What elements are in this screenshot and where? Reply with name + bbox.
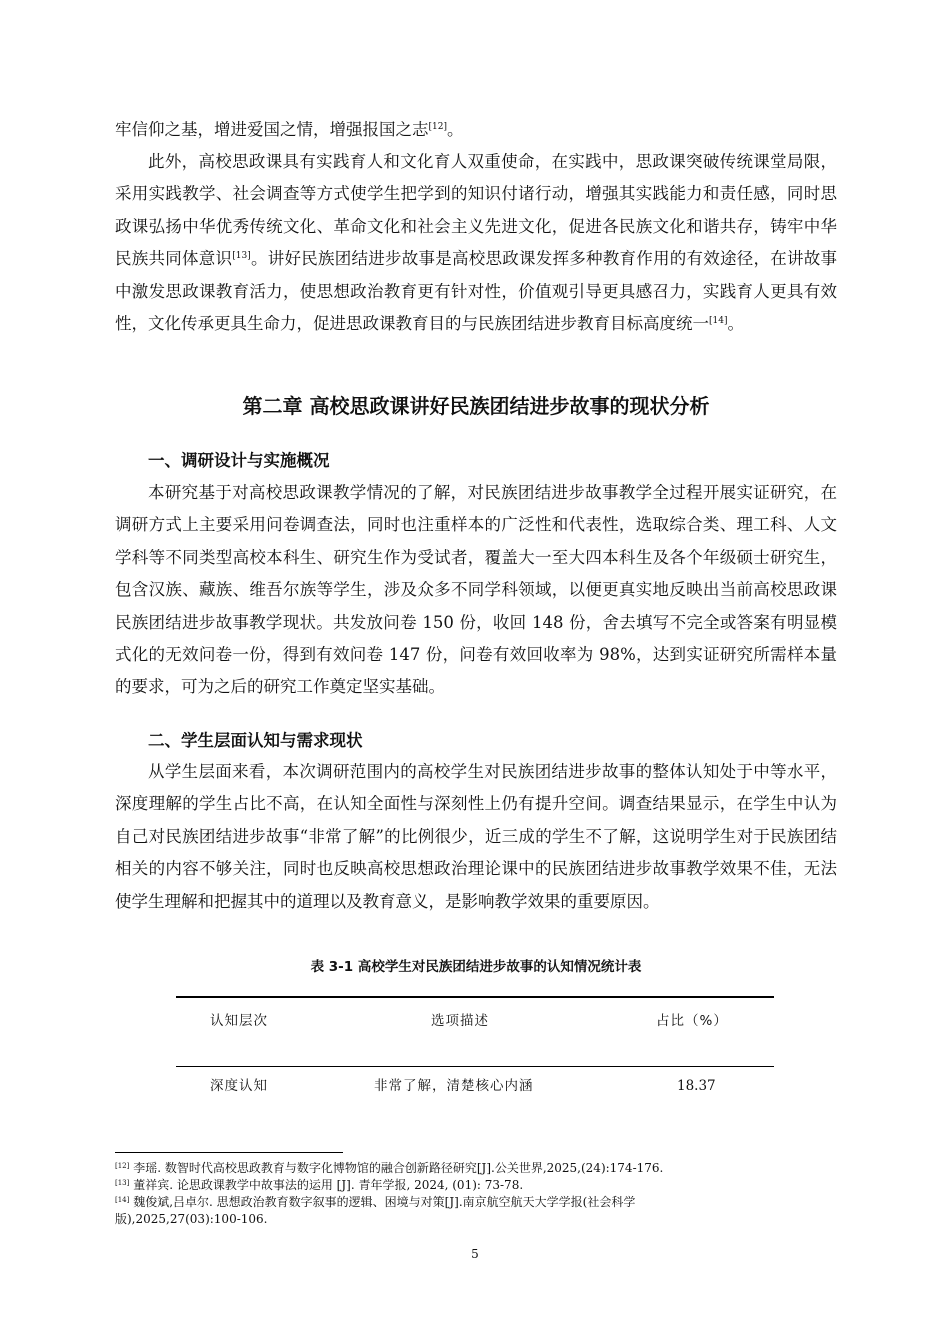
- chapter-title: 第二章 高校思政课讲好民族团结进步故事的现状分析: [242, 394, 710, 418]
- paragraph-student-cognition: 从学生层面来看，本次调研范围内的高校学生对民族团结进步故事的整体认知处于中等水平，深度理解的学生占比不高，在认知全面性与深刻性上仍有提升空间。调查结果显示，在学生中认为自己对民族团结进步故事“非常了解”的比例很少，近三成的学生不了解，这说明学生对于民族团结相关的内容不够关注，同时也反映高校思想政治理论课中的民族团结进步故事教学效果不佳，无法使学生理解和把握其中的道理以及教育意义，是影响教学效果的重要原因。: [115, 762, 837, 911]
- citation-ref[interactable]: [13]: [232, 251, 251, 262]
- table-header-level: 认知层次: [210, 1013, 268, 1029]
- footnote-13: [115, 1177, 755, 1194]
- footnote-12: [115, 1160, 755, 1177]
- footnote-text: 董祥宾. 论思政课教学中故事法的运用 [J]. 青年学报, 2024, (01): 73-78.: [133, 1178, 524, 1192]
- table-cell-percent: 18.37: [677, 1078, 716, 1094]
- table-header-description: 选项描述: [431, 1013, 489, 1029]
- citation-ref[interactable]: [14]: [709, 316, 728, 327]
- paragraph-survey-design: 本研究基于对高校思政课教学情况的了解，对民族团结进步故事教学全过程开展实证研究，在调研方式上主要采用问卷调查法，同时也注重样本的广泛性和代表性，选取综合类、理工科、人文学科等不同类型高校本科生、研究生作为受试者，覆盖大一至大四本科生及各个年级硕士研究生，包含汉族、藏族、维吾尔族等学生，涉及众多不同学科领域，以便更真实地反映出当前高校思政课民族团结进步故事教学现状。共发放问卷 150 份，收回 148 份，舍去填写不完全或答案有明显模式化的无效问卷一份，得到有效问卷 147 份，问卷有效回收率为 98%，达到实证研究所需样本量的要求，可为之后的研究工作奠定坚实基础。: [115, 483, 837, 697]
- footnote-mark: [14]: [115, 1196, 130, 1204]
- paragraph-text: 。讲好民族团结进步故事是高校思政课发挥多种教育作用的有效途径，在讲故事中激发思政课教育活力，使思想政治教育更有针对性，价值观引导更具感召力，实践育人更具有效性，文化传承更具生命力，促进思政课教育目的与民族团结进步教育目标高度统一: [115, 249, 838, 334]
- section-heading-student-cognition: 二、学生层面认知与需求现状: [148, 731, 363, 750]
- paragraph-text: 此外，高校思政课具有实践育人和文化育人双重使命，在实践中，思政课突破传统课堂局限，采用实践教学、社会调查等方式使学生把学到的知识付诸行动，增强其实践能力和责任感，同时思政课弘扬中华优秀传统文化、革命文化和社会主义先进文化，促进各民族文化和谐共存，铸牢中华民族共同体意识: [115, 152, 837, 269]
- footnote-separator: [115, 1152, 343, 1153]
- page-number: 5: [471, 1247, 479, 1261]
- table-caption: 表 3-1 高校学生对民族团结进步故事的认知情况统计表: [310, 959, 642, 975]
- footnote-text: 李瑶. 数智时代高校思政教育与数字化博物馆的融合创新路径研究[J].公关世界,2025,(24):174-176.: [133, 1161, 664, 1175]
- table-cell-level: 深度认知: [210, 1078, 268, 1094]
- paragraph-text: 牢信仰之基，增进爱国之情，增强报国之志: [115, 120, 429, 139]
- paragraph-continuation: [115, 114, 837, 146]
- table-cell-description: 非常了解，清楚核心内涵: [374, 1078, 534, 1094]
- punctuation: 。: [727, 314, 744, 334]
- punctuation: 。: [446, 120, 464, 139]
- table-header-percent: 占比（%）: [656, 1013, 728, 1029]
- citation-ref[interactable]: [12]: [428, 122, 447, 132]
- footnote-mark: [13]: [115, 1179, 130, 1187]
- footnote-14: [115, 1194, 745, 1228]
- paragraph-dual-mission: [115, 146, 837, 340]
- section-heading-survey-design: 一、调研设计与实施概况: [148, 451, 330, 470]
- table-header-rule: [176, 1066, 774, 1067]
- footnote-mark: [12]: [115, 1162, 130, 1170]
- table-top-rule: [176, 996, 774, 998]
- footnote-text: 魏俊斌,吕卓尔. 思想政治教育数字叙事的逻辑、困境与对策[J].南京航空航天大学学报(社会科学版),2025,27(03):100-106.: [115, 1195, 636, 1226]
